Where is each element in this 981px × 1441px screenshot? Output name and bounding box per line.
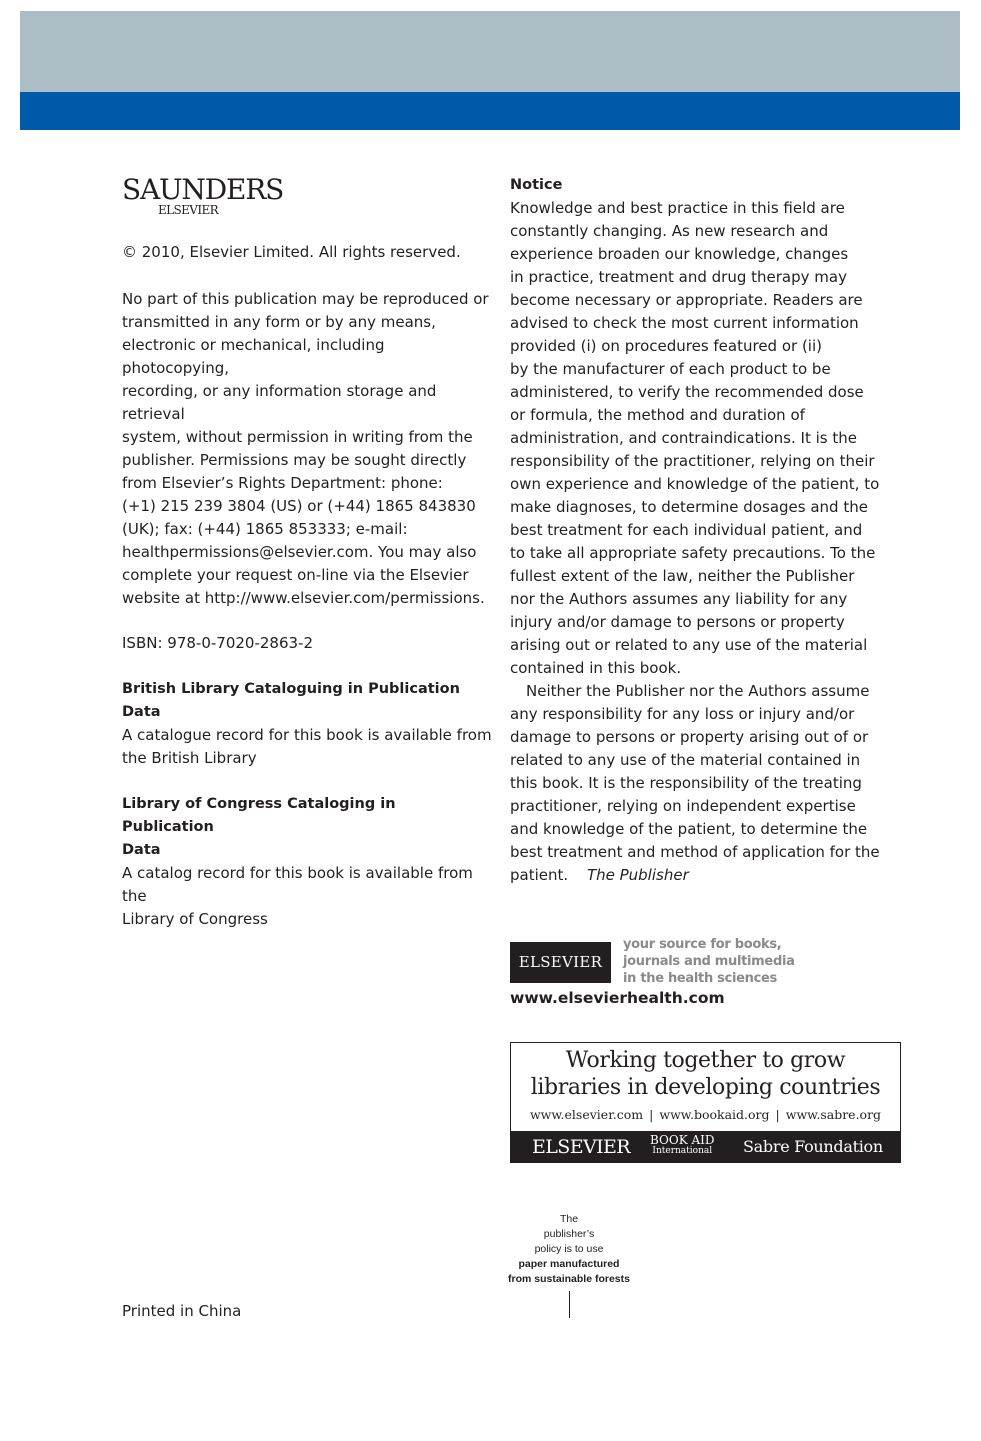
notice-line: contained in this book. [510,659,682,677]
rights-line: website at http://www.elsevier.com/permissions. [122,589,485,607]
elsevier-link[interactable]: www.elsevier.com [529,1107,644,1122]
sabre-link[interactable]: www.sabre.org [785,1107,882,1122]
forest-line: The [559,1213,579,1225]
notice-line: related to any use of the material contained in [510,751,861,769]
forest-line-bold: paper manufactured [518,1258,620,1270]
notice-last-line [510,864,880,887]
notice-line: become necessary or appropriate. Readers are [510,291,863,309]
notice-paragraph-2 [510,680,880,887]
notice-line: administration, and contraindications. It is the [510,429,857,447]
notice-line: or formula, the method and duration of [510,406,805,424]
notice-line: best treatment and method of application for the [510,843,880,861]
notice-section [510,174,880,887]
elsevier-bar-logo: ELSEVIER [532,1136,630,1158]
forest-line: policy is to use [534,1243,604,1255]
forest-line: publisher’s [543,1228,595,1240]
notice-line: fullest extent of the law, neither the Publisher [510,567,855,585]
printed-in: Printed in China [122,1302,242,1320]
link-separator: | [775,1107,780,1122]
sabre-bar-logo: Sabre Foundation [743,1137,883,1156]
notice-line: to take all appropriate safety precautions. To the [510,544,876,562]
notice-line: arising out or related to any use of the material [510,636,868,654]
notice-line: by the manufacturer of each product to be [510,360,831,378]
rights-line: healthpermissions@elsevier.com. You may also [122,543,477,561]
bookaid-title-line: Working together to grow [565,1048,846,1073]
rights-line: No part of this publication may be reproduced or [122,290,489,308]
rights-line: from Elsevier’s Rights Department: phone: [122,474,443,492]
sustainable-forest-note [508,1212,630,1287]
bl-line: A catalogue record for this book is available from [122,726,492,744]
header-band-light [20,11,960,92]
forest-line-bold: from sustainable forests [508,1273,630,1285]
notice-line: patient. [510,866,569,884]
notice-line: advised to check the most current information [510,314,859,332]
loc-heading [122,793,492,862]
notice-line: nor the Authors assumes any liability for any [510,590,848,608]
saunders-logo-elsevier: ELSEVIER [158,203,219,217]
notice-line: experience broaden our knowledge, changes [510,245,849,263]
bookaid-logo-text: BOOK AID [650,1133,715,1147]
elsevier-health-ad [510,938,810,988]
bookaid-bar-logo [650,1134,715,1156]
notice-line: in practice, treatment and drug therapy may [510,268,847,286]
forest-note-rule [569,1291,570,1318]
tagline-line: in the health sciences [623,971,777,986]
link-separator: | [649,1107,654,1122]
notice-line: make diagnoses, to determine dosages and the [510,498,868,516]
notice-line: Neither the Publisher nor the Authors assume [526,682,870,700]
notice-line: constantly changing. As new research and [510,222,829,240]
notice-line: Knowledge and best practice in this field are [510,199,845,217]
left-column [122,173,492,931]
notice-line: provided (i) on procedures featured or (ii) [510,337,822,355]
tagline-line: your source for books, [623,937,782,952]
bookaid-links [511,1105,900,1125]
rights-line: (+1) 215 239 3804 (US) or (+44) 1865 843830 [122,497,476,515]
notice-line: and knowledge of the patient, to determine the [510,820,868,838]
loc-heading-line: Library of Congress Cataloging in Publication [122,796,396,835]
publisher-signature: The Publisher [586,866,689,884]
rights-paragraph [122,288,492,610]
notice-line: damage to persons or property arising out of or [510,728,869,746]
bl-line: the British Library [122,749,257,767]
copyright-line: © 2010, Elsevier Limited. All rights reserved. [122,243,461,261]
notice-line: administered, to verify the recommended dose [510,383,864,401]
loc-line: A catalog record for this book is available from the [122,864,473,905]
notice-line: this book. It is the responsibility of the treating [510,774,862,792]
bookaid-logo-sub: International [652,1146,713,1156]
elsevier-tagline [623,936,823,987]
notice-paragraph-1 [510,197,880,680]
rights-line: electronic or mechanical, including photocopying, [122,336,385,377]
loc-heading-line: Data [122,842,161,858]
saunders-logo: SAUNDERS [122,173,284,206]
notice-line: injury and/or damage to persons or property [510,613,845,631]
bookaid-title [511,1047,900,1101]
bookaid-link[interactable]: www.bookaid.org [659,1107,770,1122]
bookaid-box [510,1042,901,1163]
loc-line: Library of Congress [122,910,268,928]
elsevier-health-url[interactable]: www.elsevierhealth.com [510,989,725,1007]
isbn: ISBN: 978-0-7020-2863-2 [122,634,313,652]
tagline-line: journals and multimedia [623,954,795,969]
bookaid-title-line: libraries in developing countries [530,1075,881,1100]
notice-line: any responsibility for any loss or injury and/or [510,705,855,723]
bl-heading: British Library Cataloguing in Publication Data [122,681,460,720]
header-band-dark [20,92,960,130]
rights-line: (UK); fax: (+44) 1865 853333; e-mail: [122,520,408,538]
notice-line: responsibility of the practitioner, relying on their [510,452,875,470]
rights-line: publisher. Permissions may be sought directly [122,451,467,469]
rights-line: system, without permission in writing from the [122,428,473,446]
notice-heading: Notice [510,177,563,193]
notice-line: own experience and knowledge of the patient, to [510,475,880,493]
rights-line: transmitted in any form or by any means, [122,313,436,331]
rights-line: complete your request on-line via the Elsevier [122,566,469,584]
elsevier-logo: ELSEVIER [510,942,611,983]
bookaid-logo-bar [510,1131,901,1163]
rights-line: recording, or any information storage and retrieval [122,382,437,423]
notice-line: practitioner, relying on independent expertise [510,797,856,815]
notice-line: best treatment for each individual patient, and [510,521,863,539]
